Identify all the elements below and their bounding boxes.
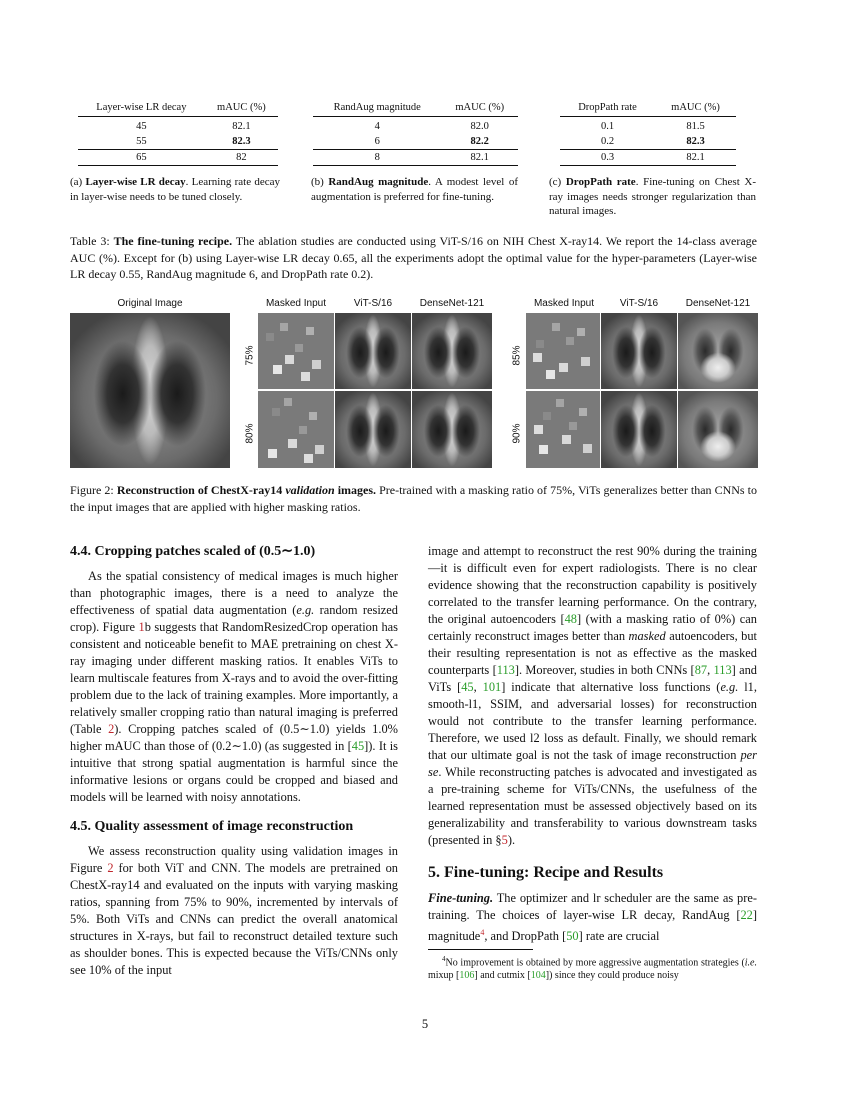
table-cell: 0.3 (560, 150, 655, 166)
footnote-rule (428, 949, 533, 950)
text: ] magnitude (428, 908, 757, 944)
footnote (428, 953, 757, 982)
subcaption-title: Layer-wise LR decay (85, 176, 186, 188)
col-label-vit: ViT-S/16 (619, 298, 659, 309)
masked-input-image (258, 313, 334, 389)
text: No improvement is obtained by more aggressive augmentation strategies ( (445, 957, 745, 969)
subcaption-a (70, 175, 280, 204)
citation-link[interactable]: 106 (459, 970, 475, 982)
masked-input-image (526, 313, 600, 389)
subcaption-text: . Learning rate decay in layer-wise needs to be tuned closely. (70, 176, 280, 203)
table-cell: 81.5 (686, 121, 705, 132)
table-cell: 82.0 (470, 121, 489, 132)
caption-text: The ablation studies are conducted using ViT-S/16 on NIH Chest X-ray14. We report the 14-class average AUC (%). Except for (b) using Layer-wise LR decay 0.65, all the experiments adopt the optimal value for the hyper-parameters (Layer-wise LR decay 0.55, RandAug magnitude 6, and DropPath rate 0.2). (70, 234, 758, 281)
ratio-label: 75% (244, 345, 256, 366)
figure-ref-link[interactable]: 2 (107, 861, 114, 875)
col-label-vit: ViT-S/16 (353, 298, 393, 309)
subcaption-text: . A modest level of augmentation is preferred for fine-tuning. (311, 176, 519, 203)
vit-reconstruction-image (335, 391, 411, 468)
left-column (70, 543, 398, 979)
text: , (707, 663, 714, 677)
text: ] rate are crucial (578, 929, 660, 944)
original-xray-image (70, 313, 230, 468)
figure-ref-link[interactable]: 1 (138, 620, 145, 634)
masked-input-image (258, 391, 334, 468)
table-cell: 45 (136, 121, 147, 132)
caption-title-part: Reconstruction of ChestX-ray14 (116, 483, 286, 497)
table-cell: 82.1 (232, 121, 251, 132)
text: autoencoders, but their resulting representation is not as effective as the masked counterparts [ (428, 629, 757, 677)
subcaption-label: (c) (549, 176, 562, 188)
densenet-reconstruction-image (678, 391, 758, 468)
text-italic: i.e. (744, 957, 757, 969)
subcaption-label: (b) (311, 176, 324, 188)
table-header: mAUC (%) (655, 101, 736, 117)
text: ] and ViTs [ (428, 663, 757, 694)
text: ] (with a masking ratio of 0%) can certainly reconstruct images better than (428, 612, 757, 643)
text: ). Cropping patches scaled of (0.5∼1.0) yields 1.0% higher mAUC than those of (0.2∼1.0) (as suggested in [ (70, 722, 398, 753)
text: ] and cutmix [ (474, 970, 531, 982)
table-cell: 82.1 (655, 150, 736, 166)
caption-title-part: images. (334, 483, 377, 497)
table-cell: 55 (78, 134, 205, 150)
table-layerwise-lr (78, 101, 278, 166)
densenet-reconstruction-image (412, 391, 492, 468)
text: mixup [ (428, 970, 460, 982)
ratio-label: 80% (244, 423, 256, 444)
citation-link[interactable]: 48 (564, 612, 577, 626)
ratio-label: 85% (511, 345, 523, 366)
table-droppath (560, 101, 736, 166)
text: ]. Moreover, studies in both CNNs [ (514, 663, 695, 677)
paragraph (428, 890, 757, 945)
text: As the spatial consistency of medical images is much higher than photographic images, there is a need to analyze the effectiveness of spatial data augmentation ( (70, 569, 398, 617)
table-header: mAUC (%) (205, 101, 278, 117)
col-label-densenet: DenseNet-121 (419, 298, 485, 309)
subcaption-label: (a) (70, 176, 83, 188)
densenet-reconstruction-image (412, 313, 492, 389)
section-ref-link[interactable]: 5 (501, 833, 508, 847)
subcaption-title: DropPath rate (565, 176, 636, 188)
ratio-label: 90% (511, 423, 523, 444)
table-cell: 0.1 (600, 121, 615, 132)
citation-link[interactable]: 101 (482, 680, 502, 694)
original-image-label: Original Image (117, 298, 183, 309)
figure2-caption (70, 482, 757, 515)
table-header: DropPath rate (560, 101, 655, 117)
citation-link[interactable]: 45 (351, 739, 365, 753)
table-ref-link[interactable]: 2 (108, 722, 115, 736)
vit-reconstruction-image (335, 313, 411, 389)
col-label-masked: Masked Input (533, 298, 595, 309)
citation-link[interactable]: 50 (566, 929, 579, 944)
col-label-densenet: DenseNet-121 (685, 298, 751, 309)
text: ]) since they could produce noisy (545, 970, 679, 982)
table-cell: 0.2 (560, 134, 655, 150)
citation-link[interactable]: 104 (530, 970, 546, 982)
text: . While reconstructing patches is advocated and investigated as a pre-training scheme for ViTs/CNNs, the usefulness of the learned representation must be assessed objectively based on its generalizability and transferability to various downstream tasks (presented in § (428, 765, 757, 847)
text-italic: masked (628, 629, 666, 643)
table-cell: 4 (374, 121, 380, 132)
subcaption-text: . Fine-tuning on Chest X-ray images needs stronger regularization than natural images. (549, 176, 756, 217)
citation-link[interactable]: 45 (461, 680, 474, 694)
page-number: 5 (421, 1017, 429, 1031)
table-cell-best: 82.3 (205, 134, 278, 150)
text: b suggests that RandomResizedCrop operation has consistent and noticeable benefit to MAE pretraining on chest X-ray imaging under different masking ratios. It enables ViTs to learn multiscale features from X-rays and to avoid the over-fitting problem due to the lack of training examples. More importantly, a relatively smaller cropping ratio than natural imaging is preferred (Table (70, 620, 398, 736)
text-italic: per se (428, 748, 757, 779)
text-italic: e.g. (296, 603, 315, 617)
caption-label: Figure 2: (70, 483, 114, 497)
vit-reconstruction-image (601, 391, 677, 468)
paragraph (70, 843, 398, 979)
col-label-masked: Masked Input (265, 298, 327, 309)
text: ] indicate that alternative loss functions ( (501, 680, 721, 694)
text: ). (507, 833, 516, 847)
table-cell: 6 (313, 134, 441, 150)
citation-link[interactable]: 113 (496, 663, 515, 677)
densenet-reconstruction-image (678, 313, 758, 389)
vit-reconstruction-image (601, 313, 677, 389)
text-italic: e.g. (720, 680, 739, 694)
masked-input-image (526, 391, 600, 468)
table-cell: 82 (205, 150, 278, 166)
text: image and attempt to reconstruct the rest 90% during the training—it is difficult even for expert radiologists. There is no clear evidence showing that the reconstruction capability is positively correlated to the transfer learning performance. On the contrary, the original autoencoders [ (428, 544, 757, 626)
table-header: mAUC (%) (441, 101, 518, 117)
subcaption-b (311, 175, 518, 204)
right-column (428, 543, 757, 982)
table-cell: 65 (78, 150, 205, 166)
text: for both ViT and CNN. The models are pretrained on ChestX-ray14 and evaluated on the inputs with varying masking ratios, spanning from 75% to 90%, incremented by intervals of 5%. Both ViTs and CNNs can predict the overall anatomical structures in X-rays, but fail to reconstruct detailed texture such as shoulder bones. This is expected because the ViTs/CNNs only see 10% of the input (70, 861, 398, 977)
text: ]). It is intuitive that strong spatial augmentation is harmful since the informative lesions or organs could be cropped and biased and models will be learned with noisy annotations. (70, 739, 398, 804)
paragraph (428, 543, 757, 849)
text: , and DropPath [ (484, 929, 567, 944)
section-title-4-4: 4.4. Cropping patches scaled of (0.5∼1.0) (70, 544, 316, 559)
citation-link[interactable]: 87 (694, 663, 708, 677)
caption-text: Pre-trained with a masking ratio of 75%, ViTs generalizes better than CNNs to the input images that are applied with higher masking ratios. (70, 483, 758, 514)
table-header: Layer-wise LR decay (78, 101, 205, 117)
caption-label: Table 3: (70, 234, 110, 248)
section-title-4-5: 4.5. Quality assessment of image reconstruction (70, 819, 354, 834)
paragraph (70, 568, 398, 806)
subcaption-c (549, 175, 756, 219)
table-randaug (313, 101, 518, 166)
text: random resized crop). Figure (70, 603, 398, 634)
subcaption-title: RandAug magnitude (328, 176, 429, 188)
footnote-marker[interactable]: 4 (480, 928, 485, 937)
caption-title: The fine-tuning recipe. (113, 234, 233, 248)
caption-title (117, 483, 376, 497)
text: We assess reconstruction quality using validation images in Figure (70, 844, 398, 875)
table-cell-best: 82.3 (655, 134, 736, 150)
text: , (473, 680, 483, 694)
paragraph-lead: Fine-tuning. (428, 891, 494, 905)
citation-link[interactable]: 113 (713, 663, 732, 677)
text: The optimizer and lr scheduler are the same as pre-training. The choices of layer-wise LR decay, RandAug [ (428, 891, 757, 922)
caption-title-italic: validation (285, 483, 335, 497)
table-cell-best: 82.2 (441, 134, 518, 150)
section-title-5: 5. Fine-tuning: Recipe and Results (428, 864, 664, 881)
table-cell: 8 (313, 150, 441, 166)
text: l1, smooth-l1, SSIM, and adversarial losses) for reconstruction would not contribute to the transfer learning performance. Therefore, we used l2 loss as default. Finally, we should remark that our ultimate goal is not the task of image reconstruction (428, 680, 757, 762)
citation-link[interactable]: 22 (740, 908, 753, 922)
table-cell: 82.1 (441, 150, 518, 166)
table3-caption (70, 233, 757, 283)
footnote-number: 4 (442, 955, 446, 964)
table-header: RandAug magnitude (313, 101, 441, 117)
